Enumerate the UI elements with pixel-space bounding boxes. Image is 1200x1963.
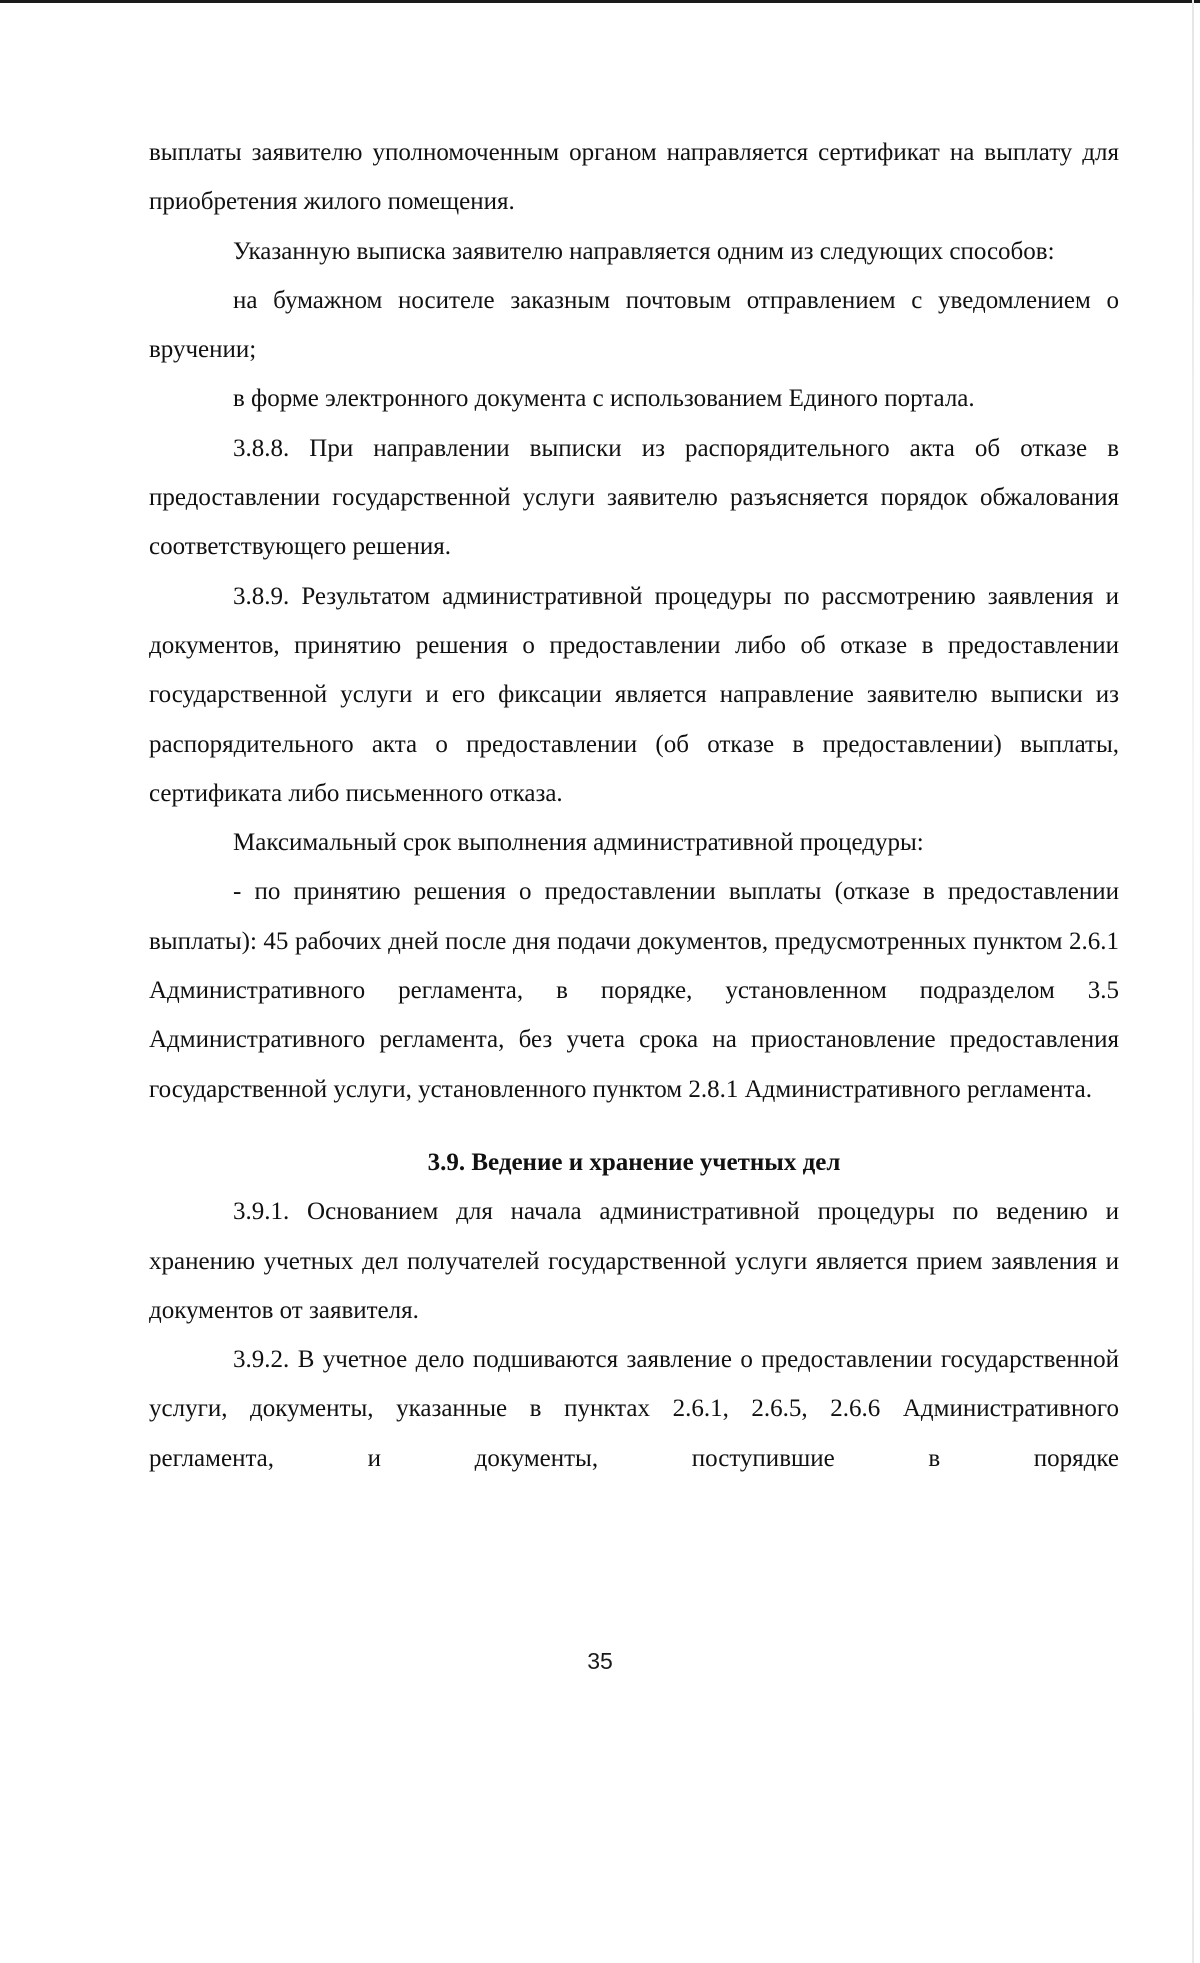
section-heading: 3.9. Ведение и хранение учетных дел [427,1148,841,1176]
paragraph-3-8-9: 3.8.9. Результатом административной процедуры по рассмотрению заявления и документов, принятию решения о предоставлении либо об отказе в предоставлении государственной услуги и его фиксации является направление заявителю выписки из распорядительного акта о предоставлении (об отказе в предоставлении) выплаты, сертификата либо письменного отказа. [149,582,1119,807]
page-number: 35 [587,1648,613,1674]
paragraph-continuation: выплаты заявителю уполномоченным органом направляется сертификат на выплату для приобретения жилого помещения. [149,139,1119,216]
paragraph-delivery-methods: Указанную выписка заявителю направляется одним из следующих способов: [233,237,1055,265]
paragraph-paper-mail: на бумажном носителе заказным почтовым отправлением с уведомлением о вручении; [149,286,1119,364]
paragraph-max-term: Максимальный срок выполнения административной процедуры: [233,829,924,857]
paragraph-3-9-1: 3.9.1. Основанием для начала административной процедуры по ведению и хранению учетных дел получателей государственной услуги является прием заявления и документов от заявителя. [149,1198,1119,1324]
paragraph-3-9-2: 3.9.2. В учетное дело подшиваются заявление о предоставлении государственной услуги, документы, указанные в пунктах 2.6.1, 2.6.5, 2.6.6 Административного регламента, и документы, поступившие в порядке [149,1346,1119,1472]
top-border-line [0,0,1200,3]
paragraph-term-item: - по принятию решения о предоставлении выплаты (отказе в предоставлении выплаты): 45 рабочих дней после дня подачи документов, предусмотренных пунктом 2.6.1 Административного регламента, в порядке, установленном подразделом 3.5 Административного регламента, без учета срока на приостановление предоставления государственной услуги, установленного пунктом 2.8.1 Административного регламента. [149,878,1119,1103]
paragraph-electronic: в форме электронного документа с использованием Единого портала. [233,385,975,413]
paragraph-3-8-8: 3.8.8. При направлении выписки из распорядительного акта об отказе в предоставлении государственной услуги заявителю разъясняется порядок обжалования соответствующего решения. [149,434,1119,561]
document-body [149,128,1119,1483]
